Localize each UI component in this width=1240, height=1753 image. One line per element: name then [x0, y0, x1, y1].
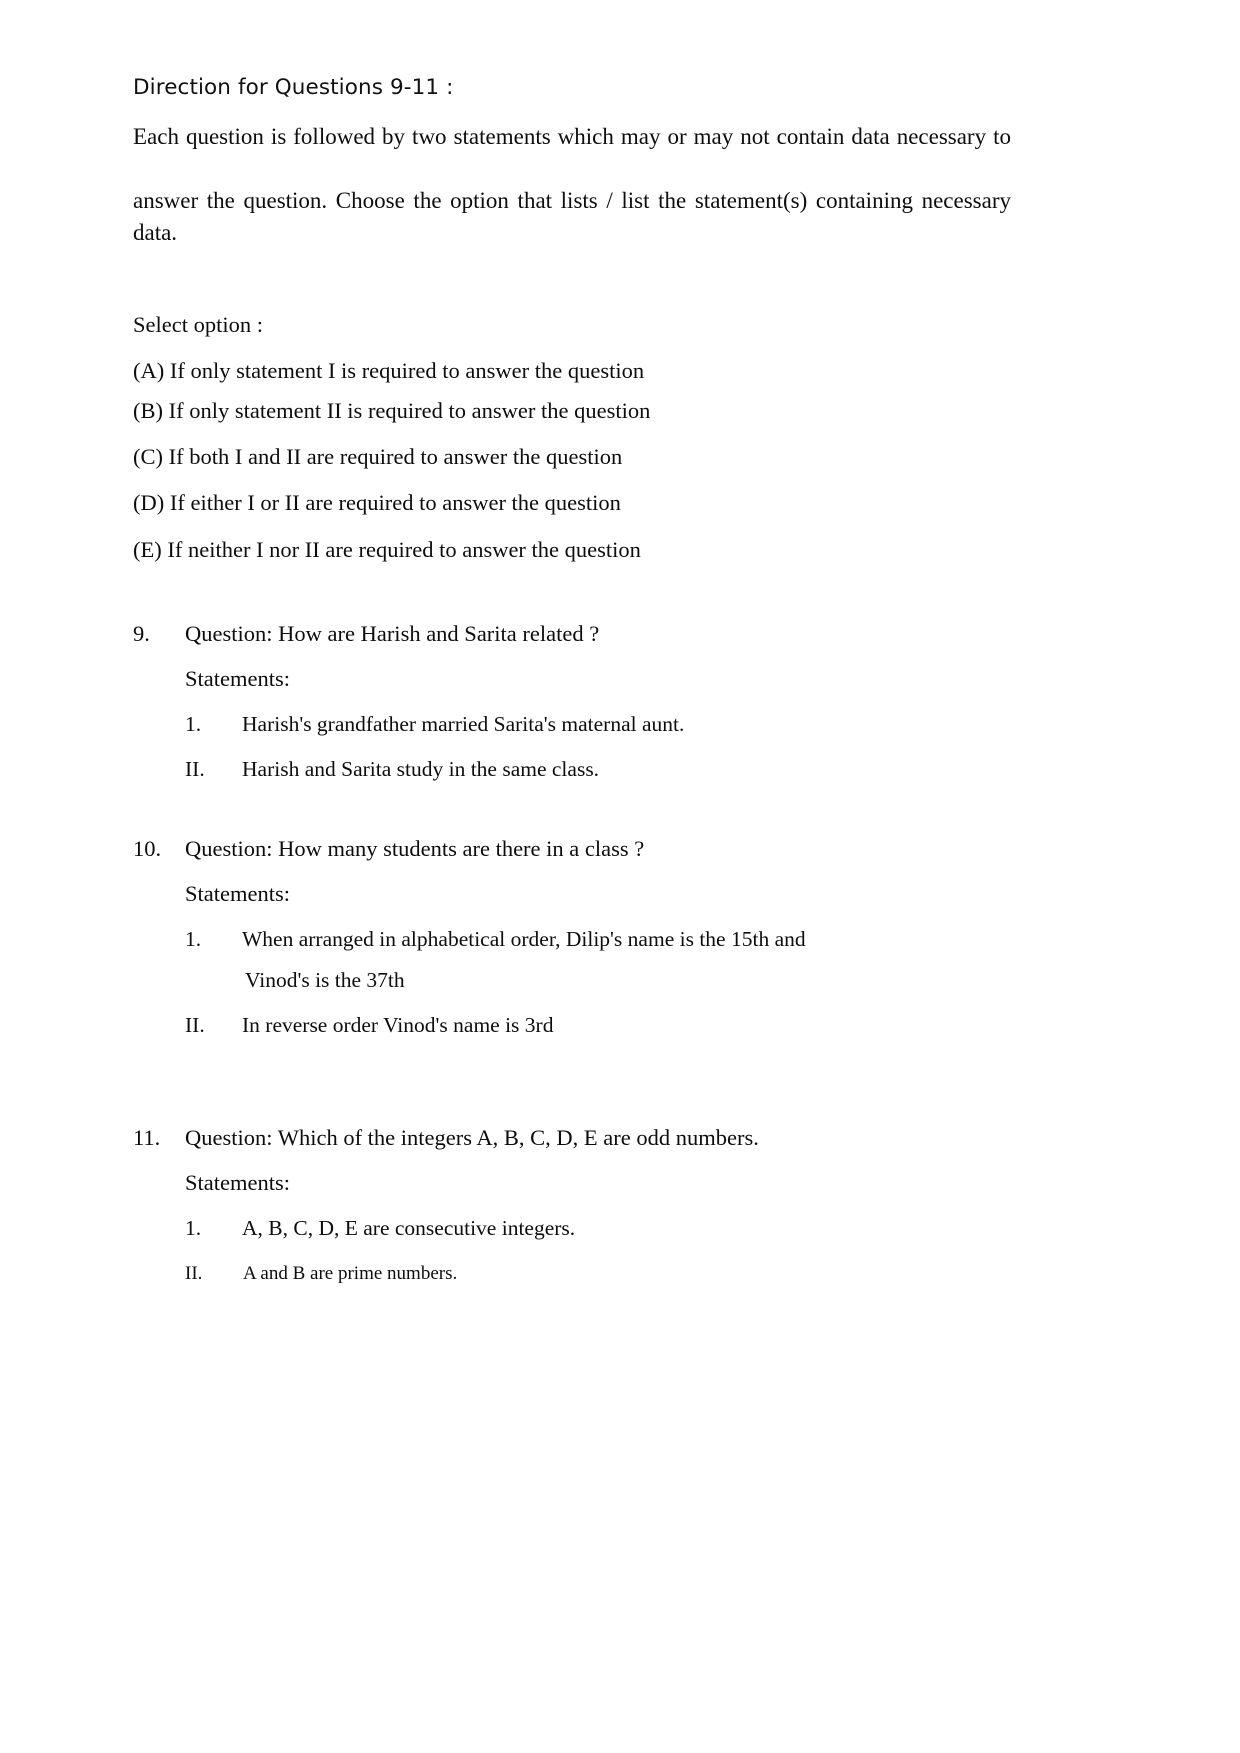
spacer-before-question-11 [133, 1039, 1011, 1124]
option-c: (C) If both I and II are required to answer the question [133, 444, 623, 470]
question-11-statement-1 [133, 1197, 1011, 1242]
question-11-statements-label: Statements: [185, 1169, 290, 1195]
document-content [133, 0, 1011, 1285]
intro-paragraph-line-1: Each question is followed by two statements which may or may not contain data necessary to [133, 123, 1011, 149]
question-10-number: 10. [133, 835, 162, 861]
question-9-statement-2-text: Harish and Sarita study in the same class. [242, 756, 600, 781]
question-9-text: Question: How are Harish and Sarita related ? [185, 620, 600, 646]
option-b: (B) If only statement II is required to answer the question [133, 398, 651, 424]
direction-heading: Direction for Questions 9-11 : [133, 75, 454, 100]
question-9-statement-1-marker: 1. [185, 711, 202, 736]
question-11-statement-2 [133, 1242, 1011, 1286]
question-10-heading-row [133, 835, 1011, 863]
select-option-label: Select option : [133, 311, 263, 337]
intro-paragraph [133, 102, 1011, 249]
question-11-number: 11. [133, 1124, 161, 1150]
question-11-heading-row [133, 1124, 1011, 1152]
question-11-statement-2-marker: II. [185, 1262, 203, 1284]
question-11-text: Question: Which of the integers A, B, C, D, E are odd numbers. [185, 1124, 759, 1150]
question-block-10 [133, 835, 1011, 1039]
question-9-heading-row [133, 620, 1011, 648]
question-block-11 [133, 1124, 1011, 1286]
question-9-statement-2-marker: II. [185, 756, 205, 781]
question-block-9 [133, 620, 1011, 783]
question-11-statement-2-text: A and B are prime numbers. [243, 1262, 458, 1284]
question-9-statement-2 [133, 738, 1011, 783]
question-9-statement-1-text: Harish's grandfather married Sarita's maternal aunt. [242, 711, 685, 736]
question-10-statement-1 [133, 908, 1011, 953]
question-10-statement-1-text: When arranged in alphabetical order, Dilip's name is the 15th and [242, 926, 806, 951]
question-10-statement-1-continuation: Vinod's is the 37th [245, 967, 405, 992]
spacer-before-question-9 [133, 564, 1011, 620]
option-a: (A) If only statement I is required to answer the question [133, 358, 645, 384]
option-e: (E) If neither I nor II are required to answer the question [133, 536, 641, 562]
question-10-statement-2 [133, 994, 1011, 1039]
intro-paragraph-line-2: answer the question. Choose the option that lists / list the statement(s) containing necessary data. [133, 187, 1011, 245]
question-9-statement-1 [133, 693, 1011, 738]
spacer-before-question-10 [133, 783, 1011, 835]
question-10-statement-1-marker: 1. [185, 926, 202, 951]
question-10-statements-label: Statements: [185, 880, 290, 906]
question-10-statement-2-text: In reverse order Vinod's name is 3rd [242, 1012, 554, 1037]
question-11-statement-1-text: A, B, C, D, E are consecutive integers. [242, 1215, 576, 1240]
question-10-statement-2-marker: II. [185, 1012, 205, 1037]
option-d: (D) If either I or II are required to answer the question [133, 490, 621, 516]
question-11-statement-1-marker: 1. [185, 1215, 202, 1240]
question-9-number: 9. [133, 620, 150, 646]
question-9-statements-label: Statements: [185, 665, 290, 691]
question-10-text: Question: How many students are there in a class ? [185, 835, 645, 861]
